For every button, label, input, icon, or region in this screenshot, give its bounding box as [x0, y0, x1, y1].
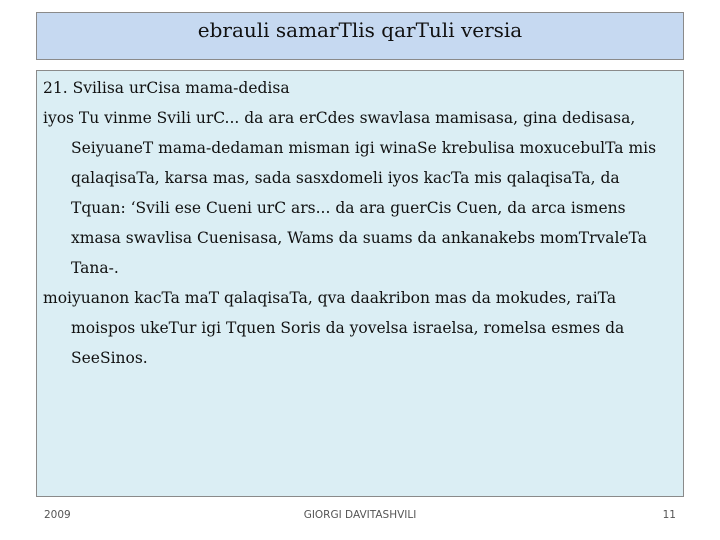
verse-reference: 21. Svilisa urCisa mama-dedisa	[43, 79, 290, 97]
verse-paragraph-2: moiyuanon kacTa maT qalaqisaTa, qva daakribon mas da mokudes, raiTa moispos ukeTur igi Tquen Soris da yovelsa israelsa, romelsa esmes da SeeSinos.	[43, 289, 625, 367]
footer-author: GIORGI DAVITASHVILI	[303, 509, 417, 521]
title-box	[36, 12, 684, 60]
verse-paragraph-1: iyos Tu vinme Svili urC... da ara erCdes swavlasa mamisasa, gina dedisasa, SeiyuaneT mama-dedaman misman igi winaSe krebulisa moxucebulTa mis qalaqisaTa, karsa mas, sada sasxdomeli iyos kacTa mis qalaqisaTa, da Tquan: ‘Svili ese Cueni urC ars... da ara guerCis Cuen, da arca ismens xmasa swavlisa Cuenisasa, Wams da suams da ankanakebs momTrvaleTa Tana-.	[43, 109, 657, 277]
content-box	[36, 70, 684, 497]
footer-year: 2009	[44, 509, 71, 521]
slide-title: ebrauli samarTlis qarTuli versia	[197, 18, 523, 42]
footer-page-number: 11	[662, 509, 676, 521]
